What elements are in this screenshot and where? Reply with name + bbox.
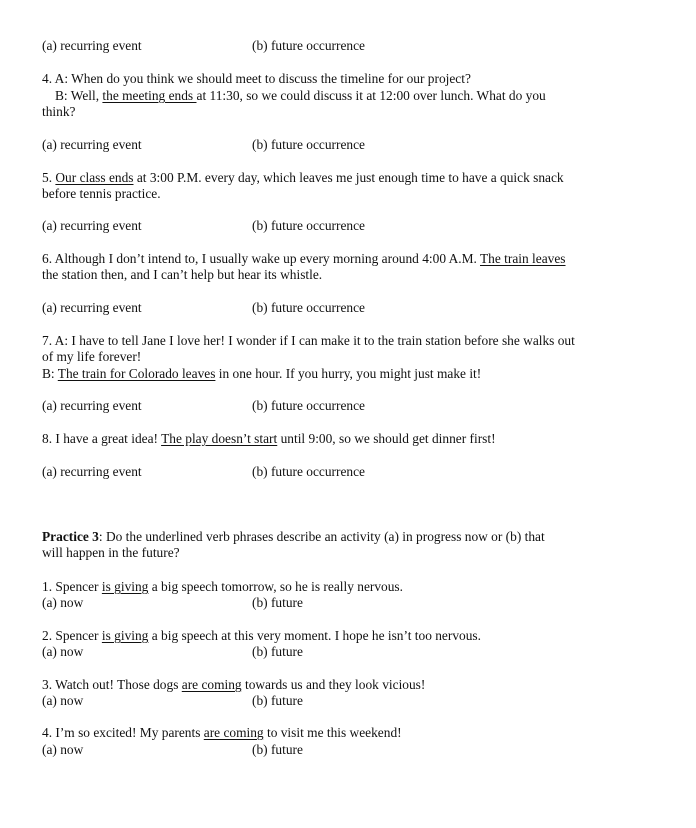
option-a: (a) recurring event: [42, 38, 142, 53]
options-row-q7: [42, 398, 366, 414]
practice3-heading: Practice 3: Do the underlined verb phrases describe an activity (a) in progress now or (b) that: [42, 529, 545, 544]
p3-question: 3. Watch out! Those dogs are coming towards us and they look vicious!: [42, 677, 426, 692]
p2-question: 2. Spencer is giving a big speech at this very moment. I hope he isn’t too nervous.: [42, 628, 481, 643]
practice3-label: Practice 3: [42, 529, 99, 544]
option-now: (a) now: [42, 742, 84, 757]
q5-line-1: 5. Our class ends at 3:00 P.M. every day, which leaves me just enough time to have a quick snack: [42, 170, 564, 185]
options-row-q8: [42, 464, 366, 480]
option-future: (b) future: [252, 693, 303, 708]
q8-line-1: 8. I have a great idea! The play doesn’t start until 9:00, so we should get dinner first!: [42, 431, 496, 446]
underlined-phrase: Our class ends: [55, 170, 134, 185]
options-row-q6: [42, 300, 366, 316]
option-a: (a) recurring event: [42, 464, 142, 479]
option-a: (a) recurring event: [42, 137, 142, 152]
underlined-phrase: the meeting ends: [102, 88, 197, 103]
underlined-phrase: are coming: [203, 725, 264, 740]
option-now: (a) now: [42, 644, 84, 659]
underlined-phrase: are coming: [181, 677, 242, 692]
option-b: (b) future occurrence: [252, 38, 366, 53]
q4-line-2: B: Well, the meeting ends at 11:30, so we could discuss it at 12:00 over lunch. What do you: [55, 88, 546, 103]
p2-options: [42, 644, 303, 660]
option-future: (b) future: [252, 742, 303, 757]
option-future: (b) future: [252, 595, 303, 610]
option-a: (a) recurring event: [42, 300, 142, 315]
option-future: (b) future: [252, 644, 303, 659]
q5-line-2: before tennis practice.: [42, 186, 161, 201]
p3-options: [42, 693, 303, 709]
option-b: (b) future occurrence: [252, 300, 366, 315]
underlined-phrase: The train for Colorado leaves: [57, 366, 216, 381]
q7-line-2: of my life forever!: [42, 349, 142, 364]
p4-options: [42, 742, 303, 758]
q6-line-2: the station then, and I can’t help but hear its whistle.: [42, 267, 323, 282]
p4-question: 4. I’m so excited! My parents are coming to visit me this weekend!: [42, 725, 402, 740]
q7-line-3: B: The train for Colorado leaves in one hour. If you hurry, you might just make it!: [42, 366, 482, 381]
p1-question: 1. Spencer is giving a big speech tomorrow, so he is really nervous.: [42, 579, 403, 594]
underlined-phrase: The train leaves: [480, 251, 566, 266]
p1-options: [42, 595, 303, 611]
options-row-q3: [42, 38, 366, 54]
underlined-phrase: is giving: [101, 628, 149, 643]
option-b: (b) future occurrence: [252, 398, 366, 413]
practice3-heading-line-2: will happen in the future?: [42, 545, 180, 560]
option-now: (a) now: [42, 693, 84, 708]
underlined-phrase: The play doesn’t start: [161, 431, 278, 446]
option-a: (a) recurring event: [42, 218, 142, 233]
q6-line-1: 6. Although I don’t intend to, I usually wake up every morning around 4:00 A.M. The train leaves: [42, 251, 566, 266]
option-now: (a) now: [42, 595, 84, 610]
q4-line-1: 4. A: When do you think we should meet to discuss the timeline for our project?: [42, 71, 471, 86]
option-b: (b) future occurrence: [252, 137, 366, 152]
q7-line-1: 7. A: I have to tell Jane I love her! I wonder if I can make it to the train station before she walks out: [42, 333, 575, 348]
option-b: (b) future occurrence: [252, 218, 366, 233]
underlined-phrase: is giving: [101, 579, 149, 594]
option-a: (a) recurring event: [42, 398, 142, 413]
options-row-q4: [42, 137, 366, 153]
q4-line-3: think?: [42, 104, 76, 119]
option-b: (b) future occurrence: [252, 464, 366, 479]
options-row-q5: [42, 218, 366, 234]
